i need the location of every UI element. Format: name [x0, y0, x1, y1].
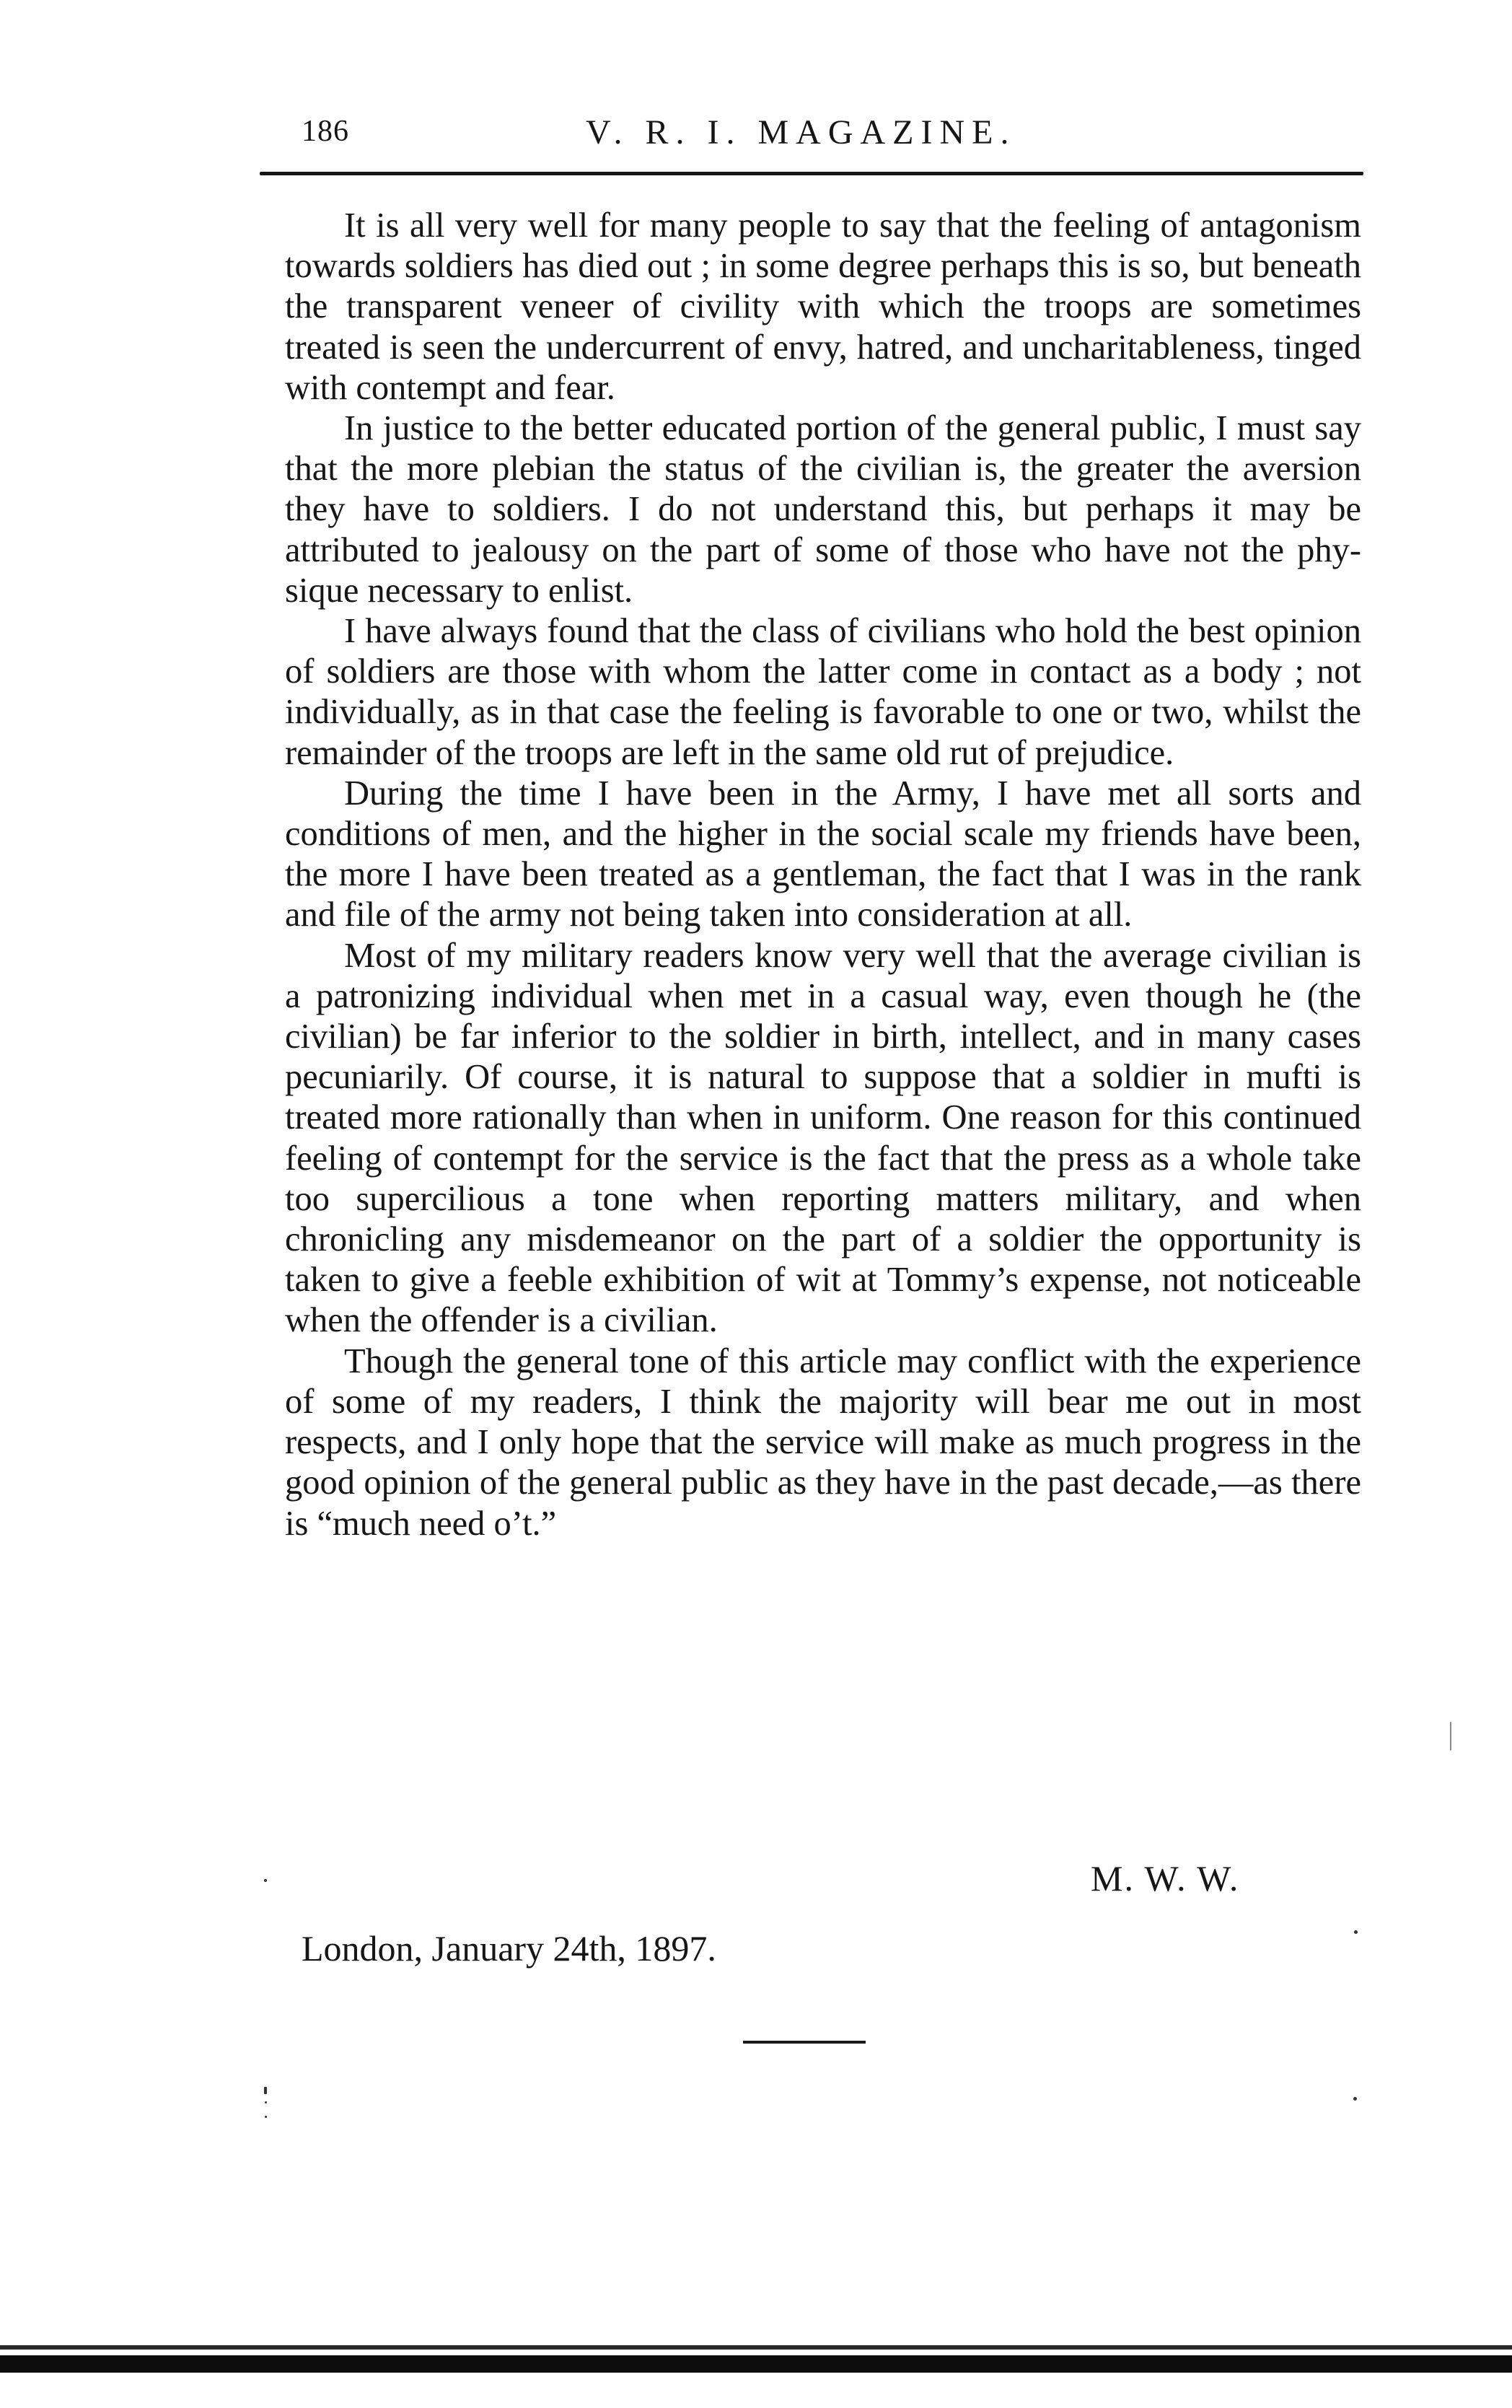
paragraph: During the time I have been in the Army, I have met all sorts and conditions of men, and the higher in the social scale my friends have been, the more I have been treated as a gentleman, the fact that I was in the rank and file of the army not being taken into consideration at all. — [285, 774, 1361, 934]
article-body — [285, 206, 1361, 1544]
scan-edge-band — [0, 2355, 1512, 2373]
print-speck — [1450, 1722, 1451, 1751]
print-speck — [1353, 2097, 1357, 2101]
scan-edge-line — [0, 2345, 1512, 2350]
header-rule — [260, 172, 1363, 175]
paragraph: I have always found that the class of civilians who hold the best opinion of soldiers are those with whom the latter come in contact as a body ; not individually, as in that case the feeling is favorable to one or two, whilst the remainder of the troops are left in the same old rut of prejudice. — [285, 612, 1361, 772]
print-speck — [265, 2101, 267, 2103]
author-signature: M. W. W. — [1091, 1858, 1240, 1899]
magazine-title: V. R. I. MAGAZINE. — [586, 113, 1016, 152]
page-number: 186 — [302, 115, 349, 148]
print-speck — [264, 1879, 267, 1882]
paragraph: Though the general tone of this article may conflict with the experience of some of my readers, I think the majority will bear me out in most respects, and I only hope that the service will make as much progress in the good opinion of the general public as they have in the past decade,—as there is “much need o’t.” — [285, 1341, 1361, 1543]
running-head — [289, 108, 1371, 159]
paragraph: In justice to the better educated portion of the general public, I must say that the more plebian the status of the civilian is, the greater the aversion they have to soldiers. I do not understand this, but perhaps it may be attributed to jealousy on the part of some of those who have not the physique necessary to enlist. — [285, 409, 1361, 610]
print-speck — [265, 2116, 267, 2118]
print-speck — [1354, 1930, 1358, 1934]
paragraph: Most of my military readers know very well that the average civilian is a patronizing individual when met in a casual way, even though he (the civilian) be far inferior to the soldier in birth, intellect, and in many cases pecuniarily. Of course, it is natural to suppose that a soldier in mufti is treated more rationally than when in uniform. One reason for this continued feeling of contempt for the service is the fact that the press as a whole take too supercilious a tone when reporting matters military, and when chronicling any misdemeanor on the part of a soldier the opportunity is taken to give a feeble exhibition of wit at Tommy’s expense, not noticeable when the offender is a civilian. — [285, 936, 1361, 1340]
end-rule — [743, 2041, 866, 2044]
dateline: London, January 24th, 1897. — [302, 1928, 716, 1969]
print-speck — [264, 2087, 267, 2094]
paragraph: It is all very well for many people to say that the feeling of antagonism towards soldiers has died out ; in some degree perhaps this is so, but beneath the transparent veneer of civility with which the troops are sometimes treated is seen the undercurrent of envy, hatred, and uncharitableness, tinged with contempt and fear. — [285, 206, 1361, 407]
